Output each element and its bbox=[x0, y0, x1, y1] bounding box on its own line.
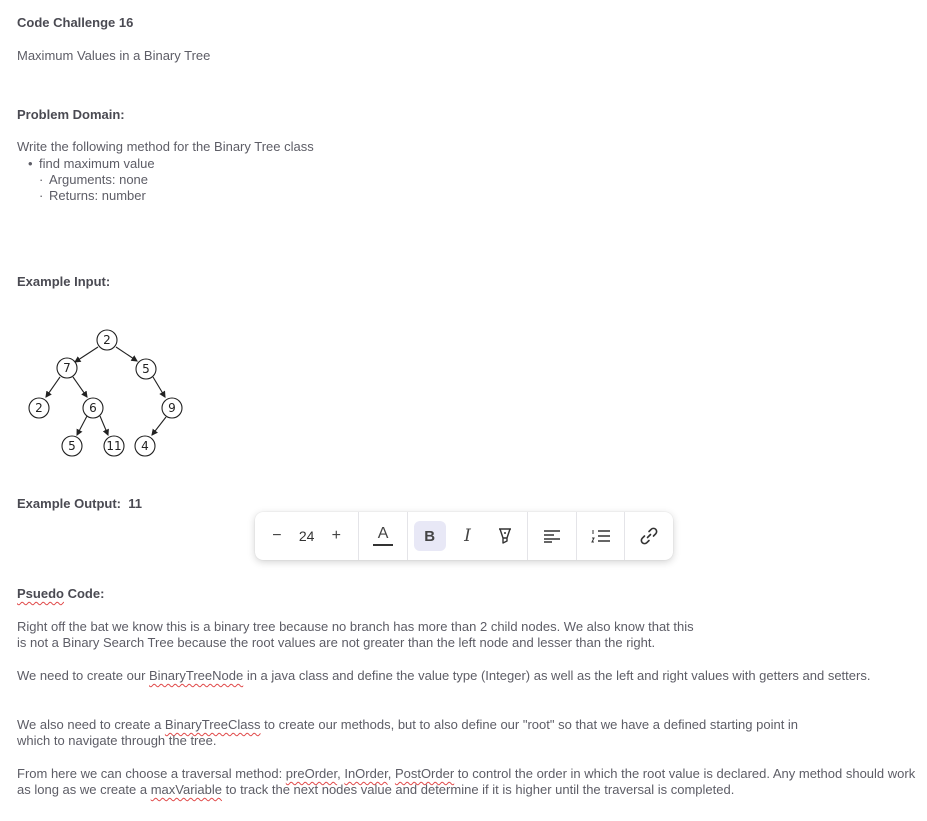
method-details bbox=[39, 172, 149, 204]
paragraph-binary-tree: Right off the bat we know this is a binary tree because no branch has more than 2 child nodes. We also know that this is not a Binary Search Tree because the root values are not greater than the left node and lesser than the right. bbox=[17, 619, 694, 650]
tree-node: 5 bbox=[68, 439, 76, 453]
tree-edge bbox=[46, 377, 60, 397]
tree-node: 6 bbox=[89, 401, 97, 415]
tree-edge bbox=[116, 347, 137, 361]
list-item: · Arguments: none bbox=[39, 172, 149, 187]
highlighter-icon[interactable] bbox=[489, 521, 521, 551]
method-list bbox=[28, 156, 155, 172]
example-output bbox=[17, 496, 142, 512]
link-icon[interactable] bbox=[633, 521, 665, 551]
list-item: • find maximum value bbox=[28, 156, 155, 171]
plus-icon[interactable]: + bbox=[331, 527, 342, 544]
tree-node: 2 bbox=[35, 401, 43, 415]
numbered-list-icon[interactable] bbox=[585, 521, 617, 551]
list-item: · Returns: number bbox=[39, 188, 146, 203]
text-color-group bbox=[359, 512, 407, 560]
code-term: BinaryTreeClass bbox=[164, 717, 261, 732]
pseudo-heading-rest: Code: bbox=[63, 586, 105, 601]
text-format-toolbar bbox=[255, 512, 673, 560]
text-color-icon[interactable]: A bbox=[367, 521, 399, 551]
tree-edge bbox=[75, 347, 98, 362]
example-output-label: Example Output: bbox=[17, 496, 122, 511]
tree-node: 5 bbox=[142, 362, 150, 376]
paragraph-tree-node: We need to create our BinaryTreeNode in a java class and define the value type (Integer) as well as the left and right values with getters and setters. bbox=[17, 668, 871, 683]
method-name: find maximum value bbox=[39, 156, 155, 171]
code-term: PostOrder bbox=[394, 766, 455, 781]
pseudo-heading-word: Psuedo bbox=[17, 586, 64, 601]
font-size-value[interactable]: 24 bbox=[298, 528, 315, 544]
paragraph-tree-class: We also need to create a BinaryTreeClass to create our methods, but to also define our "root" so that we have a defined starting point in which to navigate through the tree. bbox=[17, 717, 799, 748]
link-group bbox=[625, 512, 673, 560]
font-size-group bbox=[255, 512, 358, 560]
italic-icon[interactable]: I bbox=[464, 526, 471, 546]
align-group bbox=[528, 512, 576, 560]
page-subtitle: Maximum Values in a Binary Tree bbox=[17, 48, 211, 63]
tree-edge bbox=[73, 377, 87, 397]
tree-edge bbox=[153, 377, 165, 397]
code-term: InOrder bbox=[344, 766, 388, 781]
tree-edge bbox=[77, 416, 87, 435]
example-output-value: 11 bbox=[128, 496, 142, 511]
paragraph-traversal: From here we can choose a traversal method: preOrder, InOrder, PostOrder to control the order in which the root value is declared. Any method should work as long as we create a maxVariable to track the next nodes value and determine if it is higher until the traversal is completed. bbox=[17, 766, 916, 797]
tree-node: 9 bbox=[168, 401, 176, 415]
problem-heading: Problem Domain: bbox=[17, 107, 125, 122]
tree-edge bbox=[100, 416, 108, 435]
align-left-icon[interactable] bbox=[536, 521, 568, 551]
code-term: BinaryTreeNode bbox=[149, 668, 244, 683]
binary-tree-diagram bbox=[20, 322, 200, 462]
tree-edge bbox=[152, 417, 166, 435]
pseudo-code-heading bbox=[17, 586, 104, 602]
code-term: maxVariable bbox=[150, 782, 222, 797]
tree-node: 11 bbox=[106, 439, 122, 453]
tree-node: 7 bbox=[63, 361, 71, 375]
minus-icon[interactable]: − bbox=[272, 527, 282, 544]
tree-node: 4 bbox=[141, 439, 149, 453]
detail-arguments: Arguments: none bbox=[49, 172, 149, 187]
bold-icon[interactable]: B bbox=[414, 521, 446, 551]
detail-returns: Returns: number bbox=[49, 188, 146, 203]
example-input-heading: Example Input: bbox=[17, 274, 111, 289]
list-group bbox=[577, 512, 625, 560]
code-term: preOrder bbox=[285, 766, 338, 781]
style-group bbox=[408, 512, 527, 560]
page-title: Code Challenge 16 bbox=[17, 15, 134, 30]
problem-intro: Write the following method for the Binary Tree class bbox=[17, 139, 314, 154]
tree-node-root: 2 bbox=[103, 333, 111, 347]
